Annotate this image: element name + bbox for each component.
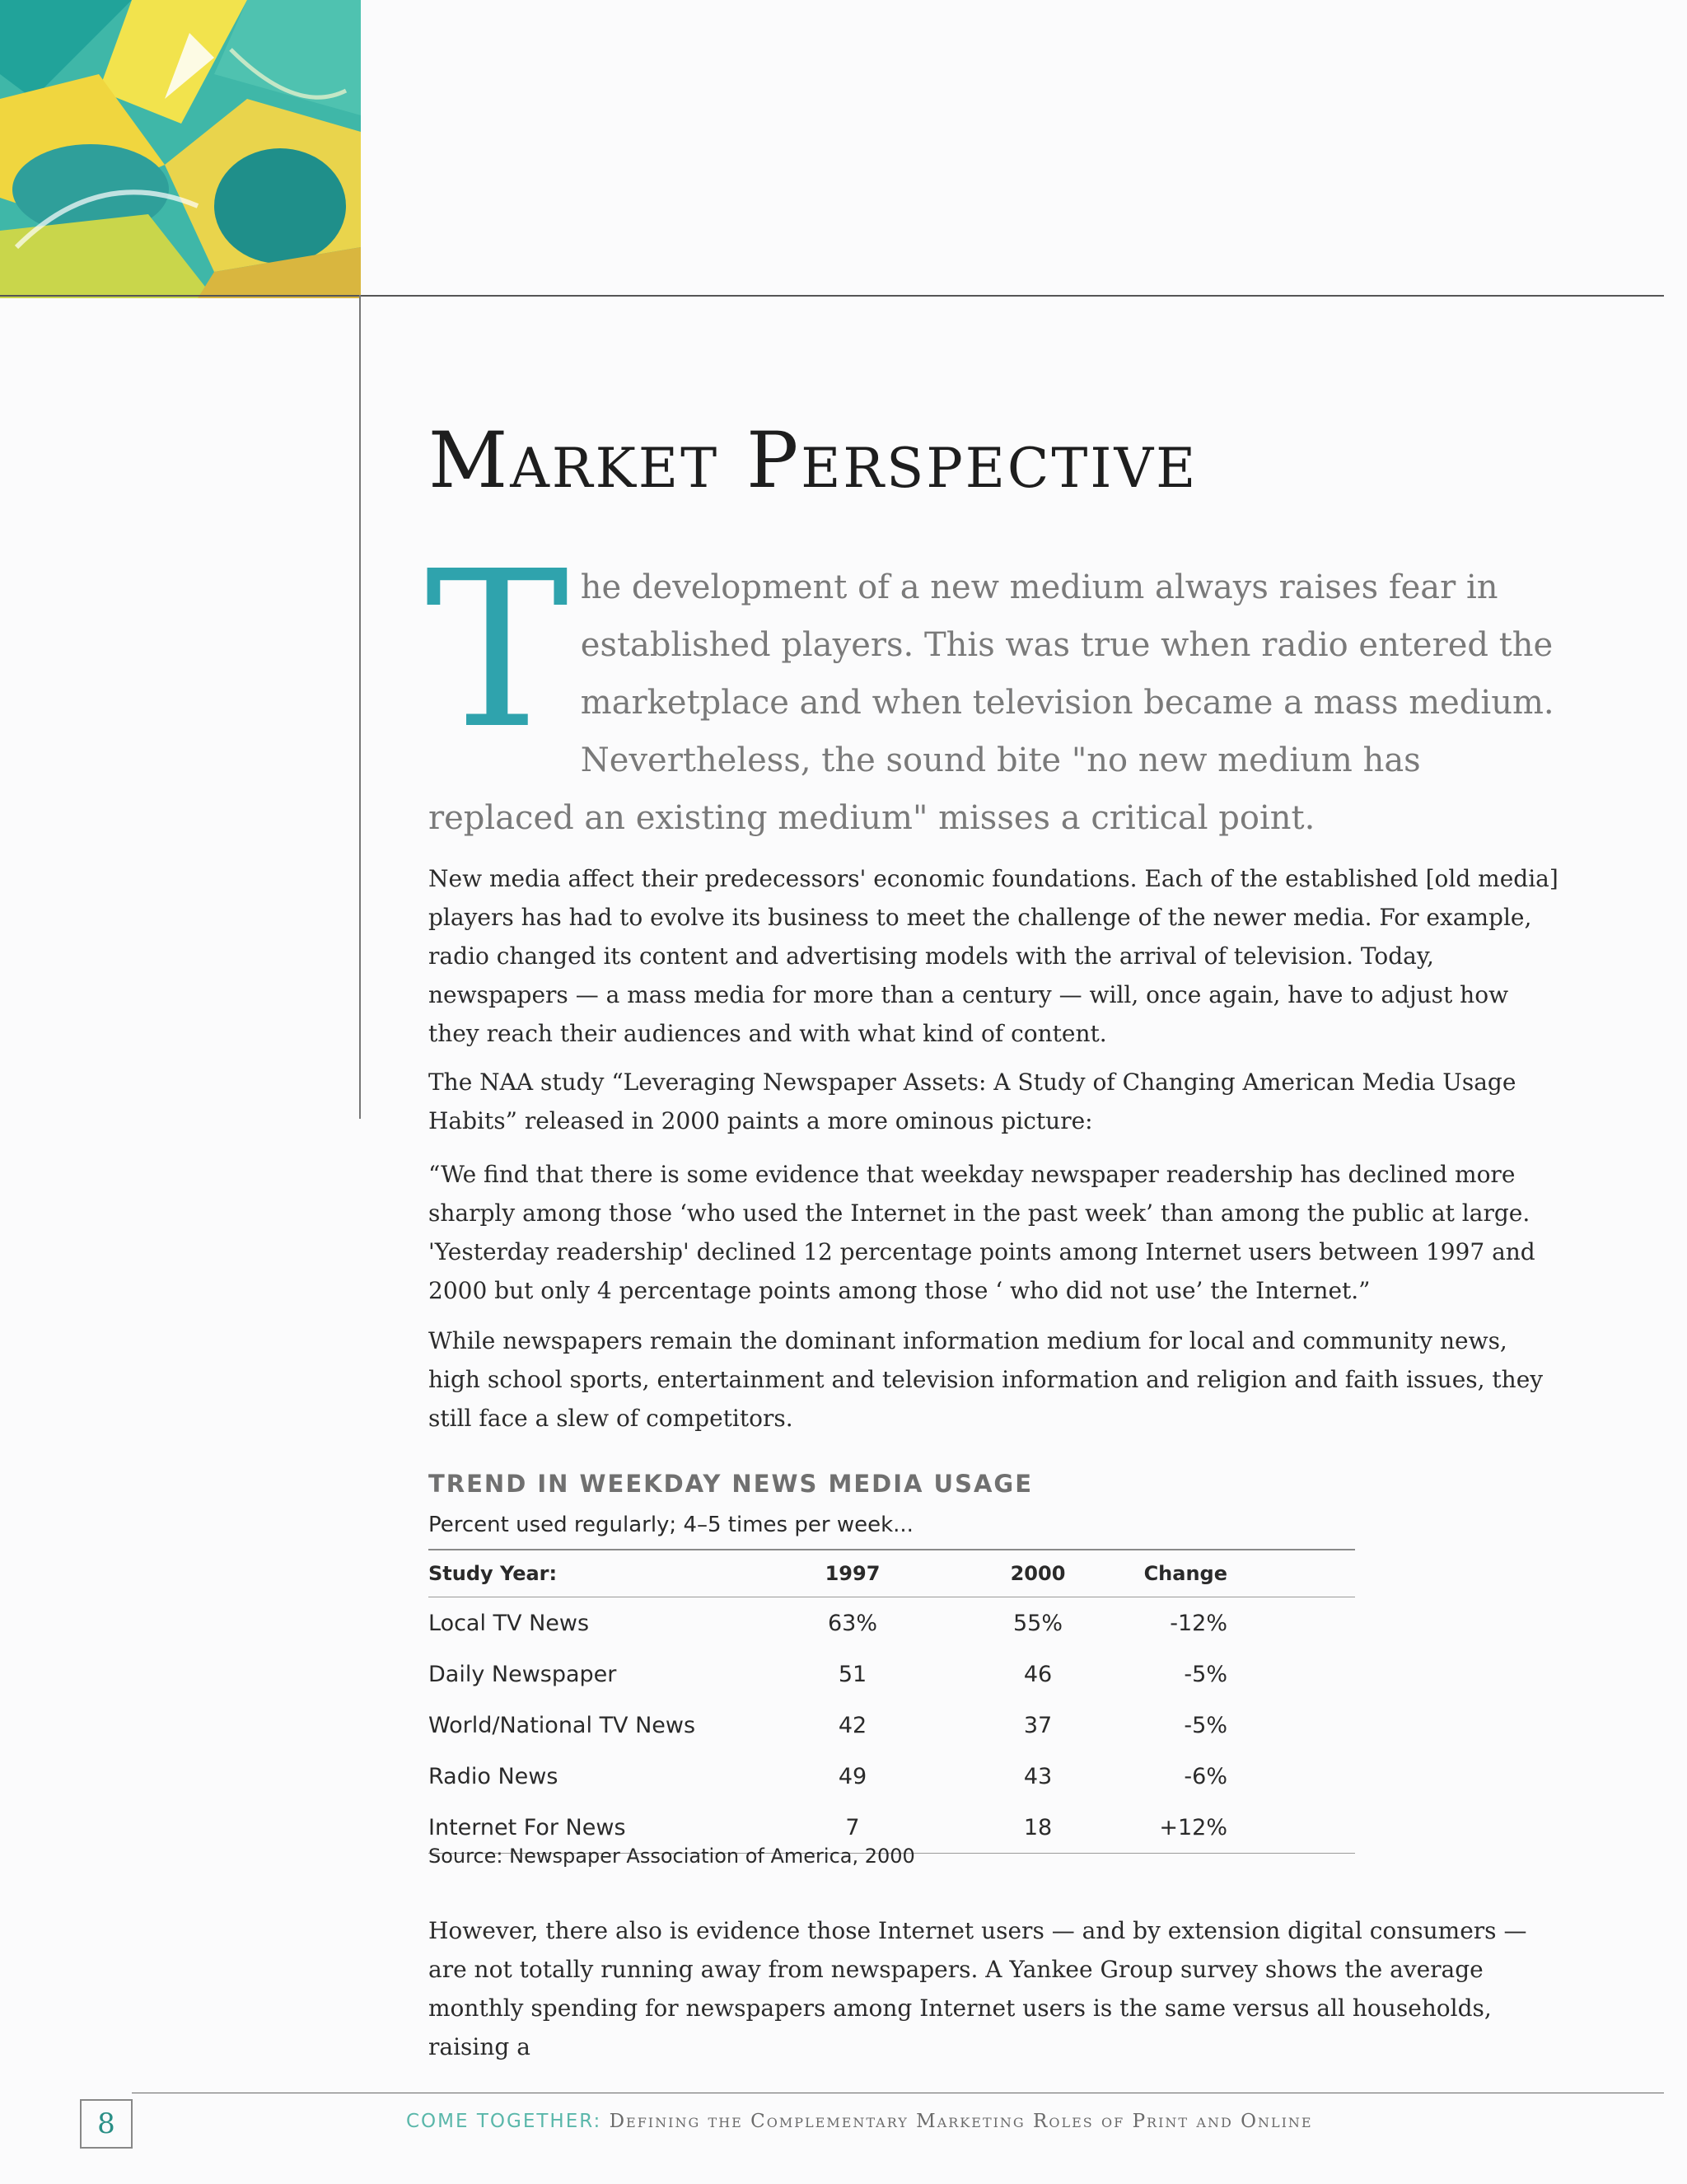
page-title: Market Perspective xyxy=(428,416,1199,506)
decorative-artwork xyxy=(0,0,361,298)
lead-text: he development of a new medium always raises fear in established players. This was true when radio entered the marketplace and when television became a mass medium. Nevertheless, the sound bite "no new medium has replaced an existing medium" misses a critical point. xyxy=(428,568,1554,837)
cell-2000: 37 xyxy=(1023,1712,1053,1738)
table-row xyxy=(428,1649,1355,1700)
table-title: TREND IN WEEKDAY NEWS MEDIA USAGE xyxy=(428,1470,1034,1498)
cell-1997: 7 xyxy=(845,1814,860,1840)
row-label: Local TV News xyxy=(428,1610,590,1636)
cell-change: +12% xyxy=(1159,1814,1227,1840)
footer-tagline: Defining the Complementary Marketing Roles of Print and Online xyxy=(609,2111,1313,2132)
body-paragraph: New media affect their predecessors' economic foundations. Each of the established [old media] players has had to evolve its business to meet the challenge of the newer media. For example, radio changed its content and advertising models with the arrival of television. Today, newspapers — a mass media for more than a century — will, once again, have to adjust how they reach their audiences and with what kind of content. xyxy=(428,865,1558,1047)
cell-2000: 46 xyxy=(1023,1661,1053,1687)
body-paragraph: While newspapers remain the dominant information medium for local and community news, high school sports, entertainment and television information and religion and faith issues, they still face a slew of competitors. xyxy=(428,1327,1544,1432)
running-footer xyxy=(406,2111,1313,2132)
table-header-row xyxy=(428,1550,1355,1597)
cell-2000: 55% xyxy=(1012,1610,1063,1636)
row-label: Radio News xyxy=(428,1763,558,1789)
usage-table xyxy=(428,1549,1355,1854)
header-cell: 2000 xyxy=(1010,1562,1066,1585)
table-subtitle: Percent used regularly; 4–5 times per week... xyxy=(428,1513,914,1537)
cell-1997: 51 xyxy=(838,1661,867,1687)
cell-change: -5% xyxy=(1184,1661,1227,1687)
body-paragraph: The NAA study “Leveraging Newspaper Assets: A Study of Changing American Media Usage Habits” released in 2000 paints a more ominous picture: xyxy=(428,1069,1516,1134)
header-cell: Study Year: xyxy=(428,1562,558,1585)
page-number: 8 xyxy=(80,2099,133,2149)
row-label: Internet For News xyxy=(428,1814,626,1840)
table-row xyxy=(428,1751,1355,1802)
cell-change: -12% xyxy=(1170,1610,1227,1636)
cell-1997: 42 xyxy=(838,1712,867,1738)
table-row xyxy=(428,1597,1355,1649)
footer-brand: COME TOGETHER: xyxy=(406,2111,602,2132)
row-label: Daily Newspaper xyxy=(428,1661,617,1687)
cell-change: -6% xyxy=(1184,1763,1227,1789)
header-rule xyxy=(0,295,1664,297)
cell-1997: 49 xyxy=(838,1763,867,1789)
lead-paragraph xyxy=(425,525,1557,847)
header-cell: 1997 xyxy=(825,1562,881,1585)
cell-change: -5% xyxy=(1184,1712,1227,1738)
cell-2000: 18 xyxy=(1023,1814,1053,1840)
table-row xyxy=(428,1700,1355,1751)
table-source: Source: Newspaper Association of America, 2000 xyxy=(428,1845,915,1868)
body-paragraph: However, there also is evidence those Internet users — and by extension digital consumers — are not totally running away from newspapers. A Yankee Group survey shows the average monthly spending for newspapers among Internet users is the same versus all households, raising a xyxy=(428,1917,1527,2060)
cell-1997: 63% xyxy=(827,1610,877,1636)
cell-2000: 43 xyxy=(1023,1763,1053,1789)
margin-rule xyxy=(359,295,361,1119)
drop-cap: T xyxy=(425,525,569,776)
header-cell: Change xyxy=(1143,1562,1227,1585)
row-label: World/National TV News xyxy=(428,1712,696,1738)
quote-paragraph: “We find that there is some evidence that weekday newspaper readership has declined more sharply among those ‘who used the Internet in the past week’ than among the public at large. 'Yesterday readership' declined 12 percentage points among Internet users between 1997 and 2000 but only 4 percentage points among those ‘ who did not use’ the Internet.” xyxy=(428,1161,1535,1304)
